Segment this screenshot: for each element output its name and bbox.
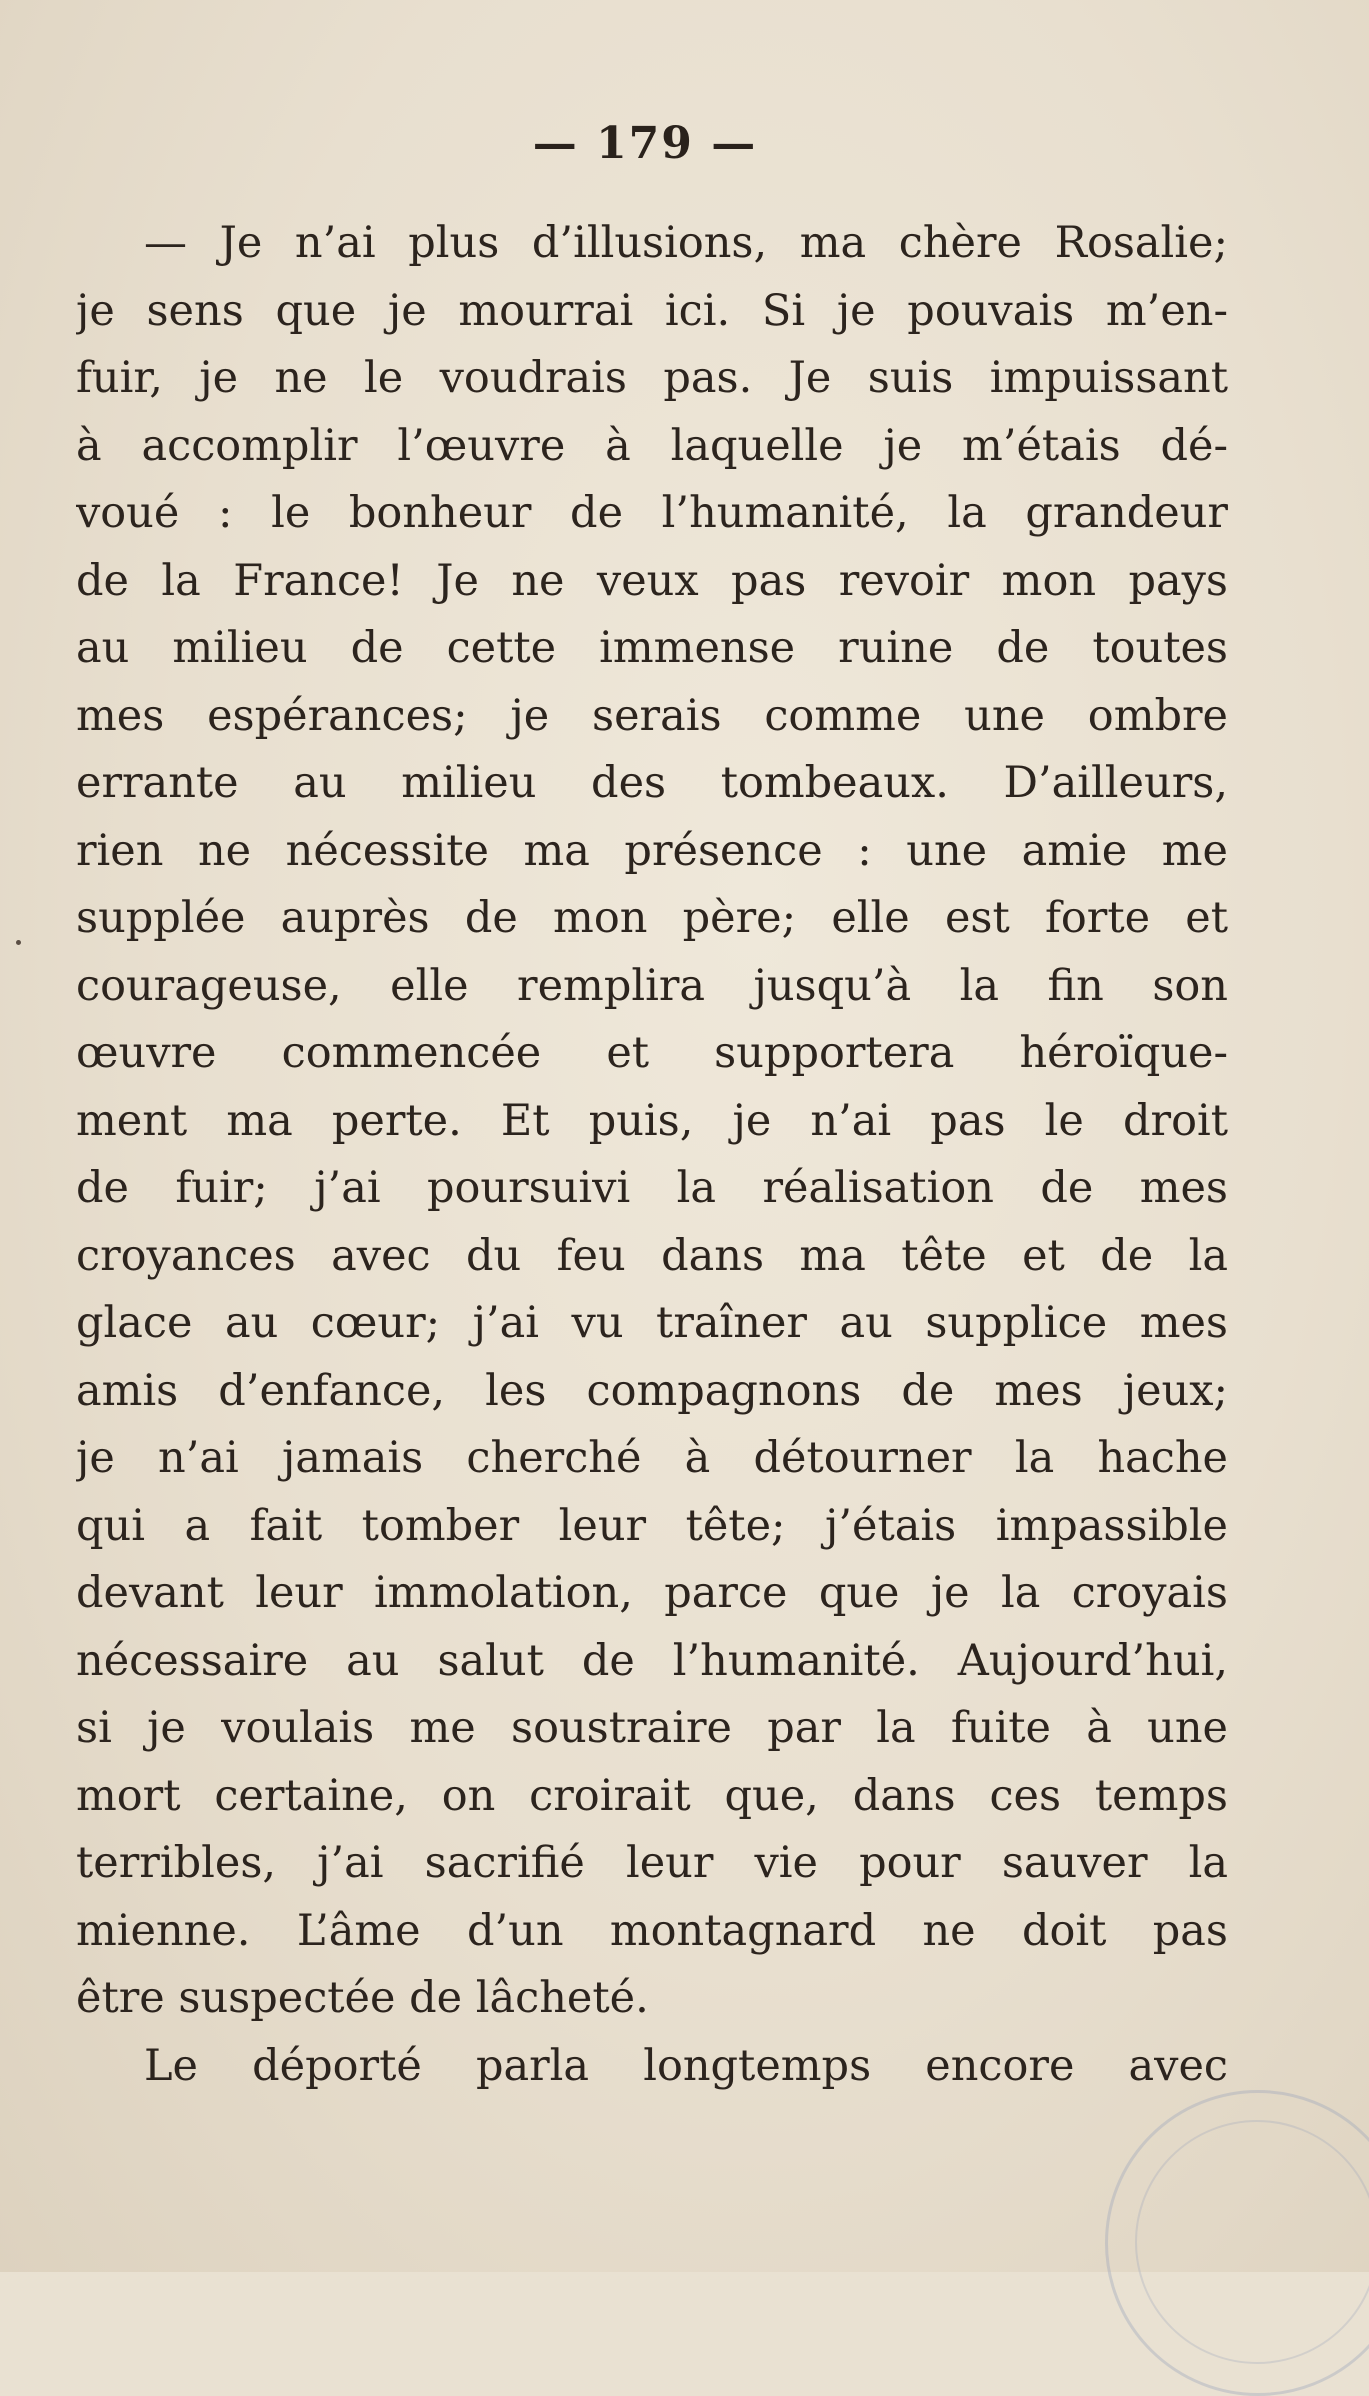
text-line: être suspectée de lâcheté. — [76, 1973, 649, 2023]
text-line: Le déporté parla longtemps encore avec — [144, 2040, 1228, 2091]
text-line: devant leur immolation, parce que je la croyais — [76, 1568, 1228, 1618]
text-line: terribles, j’ai sacrifié leur vie pour sauver la — [76, 1838, 1228, 1888]
text-line: voué : le bonheur de l’humanité, la grandeur — [76, 488, 1228, 538]
text-line: fuir, je ne le voudrais pas. Je suis impuissant — [76, 353, 1228, 403]
text-line: errante au milieu des tombeaux. D’ailleurs, — [76, 758, 1228, 808]
text-line: glace au cœur; j’ai vu traîner au supplice mes — [76, 1298, 1228, 1348]
text-line: mes espérances; je serais comme une ombre — [76, 690, 1228, 741]
body-text — [76, 210, 1228, 2100]
text-line: rien ne nécessite ma présence : une amie me — [76, 825, 1228, 876]
text-line: de fuir; j’ai poursuivi la réalisation de mes — [76, 1163, 1228, 1213]
text-line: je sens que je mourrai ici. Si je pouvais m’en- — [76, 285, 1228, 336]
text-line: croyances avec du feu dans ma tête et de la — [76, 1230, 1228, 1281]
text-line: amis d’enfance, les compagnons de mes jeux; — [76, 1365, 1228, 1416]
page-number: — 179 — — [532, 118, 758, 169]
text-line: mort certaine, on croirait que, dans ces temps — [76, 1770, 1228, 1821]
text-line: qui a fait tomber leur tête; j’étais impassible — [76, 1500, 1228, 1551]
text-line: je n’ai jamais cherché à détourner la hache — [76, 1433, 1228, 1483]
text-line: nécessaire au salut de l’humanité. Aujourd’hui, — [76, 1635, 1228, 1686]
text-line: à accomplir l’œuvre à laquelle je m’étais dé- — [76, 420, 1228, 471]
text-line: mienne. L’âme d’un montagnard ne doit pas — [76, 1905, 1228, 1956]
text-line: si je voulais me soustraire par la fuite à une — [76, 1703, 1228, 1753]
text-line: ment ma perte. Et puis, je n’ai pas le droit — [76, 1095, 1228, 1146]
paper-speck — [16, 940, 21, 945]
text-line: courageuse, elle remplira jusqu’à la fin son — [76, 960, 1228, 1011]
text-line: œuvre commencée et supportera héroïque- — [76, 1028, 1228, 1078]
text-line: au milieu de cette immense ruine de toutes — [76, 623, 1228, 673]
text-line: supplée auprès de mon père; elle est forte et — [76, 893, 1228, 943]
library-stamp-ring — [1135, 2120, 1369, 2364]
text-line: — Je n’ai plus d’illusions, ma chère Rosalie; — [144, 218, 1228, 268]
text-line: de la France! Je ne veux pas revoir mon pays — [76, 555, 1228, 606]
